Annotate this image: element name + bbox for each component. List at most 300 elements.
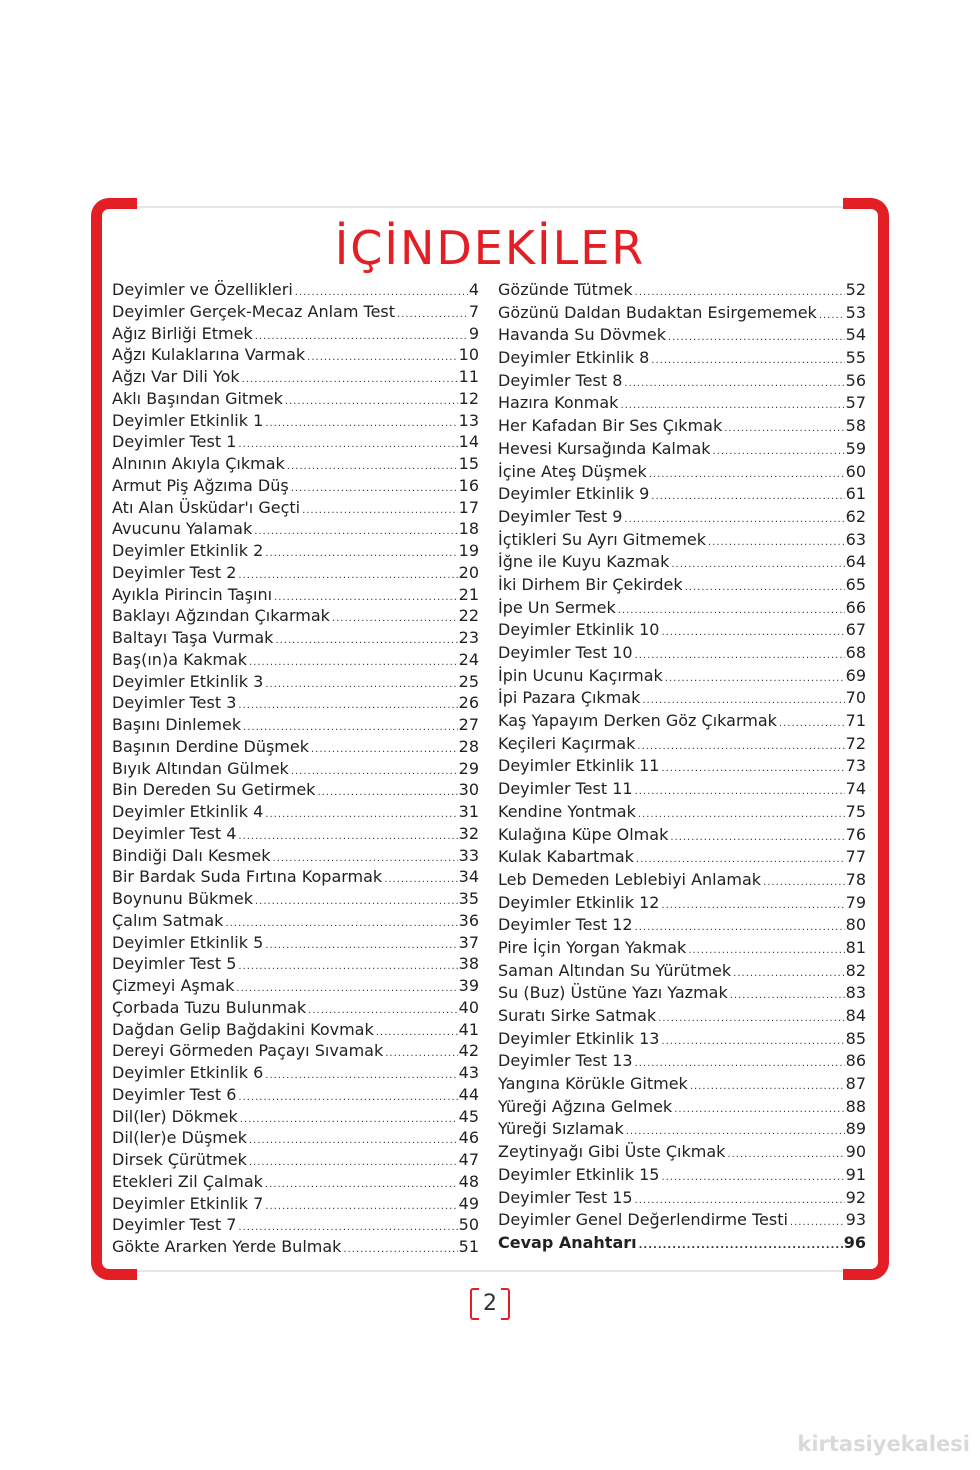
toc-entry[interactable] (112, 692, 479, 714)
toc-entry[interactable] (112, 845, 479, 867)
toc-dot-leader (724, 418, 844, 441)
toc-entry[interactable] (112, 1127, 479, 1149)
toc-entry[interactable] (498, 642, 866, 665)
toc-dot-leader (658, 1008, 844, 1031)
toc-entry-page: 61 (845, 484, 866, 504)
toc-entry[interactable] (498, 392, 866, 415)
toc-entry[interactable] (498, 869, 866, 892)
toc-entry-page: 26 (458, 693, 479, 713)
toc-entry[interactable] (498, 1050, 866, 1073)
toc-entry-page: 12 (458, 388, 479, 408)
toc-entry[interactable] (112, 1193, 479, 1215)
toc-entry[interactable] (498, 1164, 866, 1187)
toc-entry[interactable] (112, 779, 479, 801)
toc-entry-title: Deyimler Test 5 (112, 954, 237, 974)
toc-entry-title: İğne ile Kuyu Kazmak (498, 552, 670, 572)
toc-entry-title: Gözünü Daldan Budaktan Esirgememek (498, 302, 817, 322)
toc-entry-page: 38 (458, 954, 479, 974)
toc-entry-page: 16 (458, 475, 479, 495)
toc-entry[interactable] (112, 323, 479, 345)
toc-dot-leader (779, 713, 845, 736)
toc-entry-title: Ayıkla Pirincin Taşını (112, 584, 273, 604)
toc-entry-page: 24 (458, 649, 479, 669)
toc-entry[interactable] (498, 755, 866, 778)
toc-entry[interactable] (498, 665, 866, 688)
toc-entry-title: Baltayı Taşa Vurmak (112, 628, 274, 647)
toc-entry[interactable] (498, 1005, 866, 1028)
toc-entry-page: 19 (458, 541, 479, 560)
toc-entry-title: Kulağına Küpe Olmak (498, 824, 669, 844)
toc-entry-page: 47 (458, 1150, 479, 1169)
toc-dot-leader (249, 652, 458, 674)
toc-entry-page: 84 (845, 1006, 866, 1025)
toc-entry[interactable] (112, 344, 479, 366)
toc-entry-page: 21 (458, 584, 479, 604)
toc-entry-title: Dil(ler) Dökmek (112, 1106, 238, 1126)
toc-entry-page: 71 (845, 711, 866, 731)
toc-entry-page: 18 (458, 519, 479, 539)
toc-entry-title: Deyimler Etkinlik 1 (112, 410, 264, 430)
toc-entry-title: Dirsek Çürütmek (112, 1150, 247, 1169)
toc-entry-title: Dağdan Gelip Bağdakini Kovmak (112, 1019, 374, 1039)
toc-entry-page: 87 (845, 1074, 866, 1094)
toc-entry-title: Kulak Kabartmak (498, 847, 634, 867)
toc-entry-title: Deyimler Test 8 (498, 370, 623, 390)
toc-dot-leader (733, 963, 844, 986)
toc-entry-title: Deyimler Etkinlik 2 (112, 541, 264, 560)
toc-entry-page: 44 (458, 1084, 479, 1104)
toc-entry-title: İpi Pazara Çıkmak (498, 688, 641, 708)
toc-entry[interactable] (112, 649, 479, 671)
toc-entry[interactable] (498, 279, 866, 302)
frame-gap-top (137, 190, 843, 220)
toc-dot-leader (661, 1031, 844, 1054)
toc-entry-page: 74 (845, 779, 866, 799)
toc-dot-leader (649, 464, 845, 487)
toc-entry-page: 73 (845, 756, 866, 776)
toc-entry-page: 28 (458, 736, 479, 756)
toc-entry-page: 29 (458, 758, 479, 778)
toc-entry-page: 41 (458, 1019, 479, 1039)
toc-dot-leader (249, 1130, 458, 1152)
toc-entry-page: 57 (845, 393, 866, 413)
toc-entry-page: 9 (468, 323, 479, 343)
toc-entry[interactable] (498, 892, 866, 915)
toc-entry[interactable] (112, 910, 479, 932)
toc-entry-title: Deyimler Test 6 (112, 1084, 237, 1104)
toc-left-column (112, 279, 479, 1258)
toc-entry-page: 54 (845, 325, 866, 345)
toc-entry-title: Çorbada Tuzu Bulunmak (112, 997, 307, 1017)
toc-entry[interactable] (498, 846, 866, 869)
toc-entry-page: 55 (845, 348, 866, 368)
toc-entry[interactable] (112, 997, 479, 1019)
divider-top (137, 206, 843, 208)
toc-entry-page: 31 (458, 802, 479, 821)
toc-entry-page: 89 (845, 1119, 866, 1139)
toc-entry-page: 51 (458, 1237, 479, 1256)
toc-entry-title: Ağız Birliği Etmek (112, 323, 253, 343)
toc-dot-leader (240, 1109, 458, 1131)
toc-entry-title: Başını Dinlemek (112, 715, 242, 734)
toc-entry-title: Deyimler Etkinlik 12 (498, 892, 660, 912)
toc-dot-leader (265, 543, 457, 565)
toc-entry-title: Su (Buz) Üstüne Yazı Yazmak (498, 983, 728, 1003)
toc-entry[interactable] (498, 1028, 866, 1051)
toc-entry[interactable] (112, 736, 479, 758)
toc-entry[interactable] (112, 1149, 479, 1171)
toc-entry-page: 79 (845, 892, 866, 912)
toc-entry[interactable] (112, 540, 479, 562)
toc-entry[interactable] (498, 1209, 866, 1232)
toc-entry[interactable] (112, 1106, 479, 1128)
toc-entry-title: Deyimler Etkinlik 13 (498, 1028, 660, 1048)
toc-entry-title: Kendine Yontmak (498, 801, 636, 821)
toc-dot-leader (651, 350, 844, 373)
toc-entry-page: 4 (468, 280, 479, 299)
toc-dot-leader (275, 630, 457, 652)
toc-entry-title: Yangına Körükle Gitmek (498, 1074, 688, 1094)
toc-dot-leader (730, 985, 845, 1008)
toc-entry[interactable] (498, 937, 866, 960)
toc-entry[interactable] (498, 302, 866, 325)
toc-dot-leader (384, 869, 457, 891)
toc-entry-title: Deyimler Test 11 (498, 779, 633, 799)
toc-entry-page: 27 (458, 715, 479, 734)
toc-entry-title: Deyimler Test 2 (112, 562, 237, 582)
toc-entry[interactable] (498, 824, 866, 847)
toc-entry-title: Çalım Satmak (112, 910, 224, 930)
toc-entry[interactable] (498, 733, 866, 756)
toc-entry[interactable] (112, 1171, 479, 1193)
toc-entry[interactable] (498, 551, 866, 574)
toc-entry-page: 32 (458, 823, 479, 843)
toc-dot-leader (639, 1235, 843, 1258)
toc-dot-leader (661, 758, 844, 781)
toc-dot-leader (397, 304, 468, 326)
toc-entry-page: 35 (458, 889, 479, 908)
toc-dot-leader (671, 554, 844, 577)
toc-entry-page: 92 (845, 1187, 866, 1207)
toc-entry[interactable] (498, 960, 866, 983)
toc-dot-leader (376, 1022, 458, 1044)
toc-entry-title: Kaş Yapayım Derken Göz Çıkarmak (498, 711, 777, 731)
toc-entry-page: 80 (845, 915, 866, 935)
toc-entry[interactable] (112, 518, 479, 540)
toc-entry[interactable] (498, 506, 866, 529)
toc-entry[interactable] (112, 431, 479, 453)
toc-entry[interactable] (112, 388, 479, 410)
toc-dot-leader (651, 486, 844, 509)
toc-entry[interactable] (498, 370, 866, 393)
toc-entry-title: Armut Piş Ağzıma Düş (112, 475, 289, 495)
toc-entry-title: Deyimler Test 7 (112, 1215, 237, 1235)
toc-entry-title: Dil(ler)e Düşmek (112, 1128, 247, 1148)
toc-entry-title: Atı Alan Üsküdar'ı Geçti (112, 497, 301, 517)
page-title: İÇİNDEKİLER (334, 221, 646, 275)
toc-entry[interactable] (498, 461, 866, 484)
toc-entry-page: 65 (845, 574, 866, 594)
toc-entry-page: 88 (845, 1096, 866, 1116)
toc-dot-leader (285, 391, 458, 413)
toc-entry-page: 58 (845, 416, 866, 436)
toc-entry-title: Dereyi Görmeden Paçayı Sıvamak (112, 1041, 384, 1061)
toc-entry-page: 20 (458, 562, 479, 582)
toc-dot-leader (302, 500, 458, 522)
toc-entry-page: 90 (845, 1142, 866, 1162)
toc-entry[interactable] (112, 671, 479, 693)
toc-entry[interactable] (112, 1236, 479, 1258)
toc-entry-title: Deyimler Test 1 (112, 432, 237, 452)
toc-dot-leader (265, 674, 457, 696)
toc-entry[interactable] (498, 687, 866, 710)
toc-dot-leader (249, 1152, 458, 1174)
toc-entry[interactable] (498, 415, 866, 438)
toc-entry-title: Baş(ın)a Kakmak (112, 649, 248, 669)
toc-entry-page: 85 (845, 1028, 866, 1048)
toc-entry[interactable] (112, 714, 479, 736)
toc-entry-page: 34 (458, 867, 479, 887)
toc-entry-page: 23 (458, 628, 479, 647)
toc-entry-title: Suratı Sirke Satmak (498, 1006, 657, 1025)
toc-entry-title: Başının Derdine Düşmek (112, 736, 309, 756)
toc-entry-title: Deyimler Gerçek-Mecaz Anlam Test (112, 301, 396, 321)
toc-entry-title: Deyimler Etkinlik 3 (112, 671, 264, 691)
toc-entry-title: Deyimler Etkinlik 11 (498, 756, 660, 776)
toc-entry[interactable] (112, 301, 479, 323)
toc-entry-page: 10 (458, 345, 479, 365)
toc-dot-leader (238, 956, 457, 978)
toc-entry-page: 11 (458, 367, 479, 386)
toc-entry[interactable] (112, 1214, 479, 1236)
toc-dot-leader (265, 413, 457, 435)
toc-entry-title: Gözünde Tütmek (498, 280, 633, 299)
toc-entry[interactable] (112, 627, 479, 649)
toc-entry[interactable] (112, 562, 479, 584)
toc-entry-page: 86 (845, 1051, 866, 1071)
toc-entry-title: Yüreği Sızlamak (498, 1119, 624, 1139)
toc-entry-page: 7 (468, 301, 479, 321)
toc-entry-title: Deyimler Etkinlik 4 (112, 802, 264, 821)
toc-entry-title: Deyimler Etkinlik 7 (112, 1193, 264, 1213)
toc-entry[interactable] (112, 279, 479, 301)
toc-entry-title: Deyimler Test 13 (498, 1051, 633, 1071)
toc-entry[interactable] (112, 1019, 479, 1041)
toc-entry[interactable] (112, 953, 479, 975)
toc-dot-leader (238, 695, 457, 717)
toc-entry[interactable] (498, 347, 866, 370)
toc-dot-leader (637, 736, 844, 759)
toc-entry-page: 46 (458, 1128, 479, 1148)
toc-entry[interactable] (112, 410, 479, 432)
toc-entry-page: 69 (845, 665, 866, 685)
toc-entry-page: 50 (458, 1215, 479, 1235)
toc-entry-title: İpin Ucunu Kaçırmak (498, 665, 663, 685)
toc-entry-page: 52 (845, 280, 866, 299)
toc-dot-leader (311, 739, 458, 761)
toc-entry-page: 45 (458, 1106, 479, 1126)
toc-entry-page: 14 (458, 432, 479, 452)
toc-entry[interactable] (498, 619, 866, 642)
toc-entry-page: 75 (845, 801, 866, 821)
toc-entry[interactable] (112, 866, 479, 888)
toc-entry[interactable] (498, 529, 866, 552)
toc-dot-leader (685, 577, 845, 600)
toc-entry[interactable] (112, 605, 479, 627)
page-number-text: 2 (483, 1291, 497, 1316)
toc-dot-leader (291, 761, 458, 783)
toc-entry-title: Bir Bardak Suda Fırtına Koparmak (112, 867, 383, 887)
divider-bottom (137, 1270, 843, 1272)
toc-entry-page: 42 (458, 1041, 479, 1061)
toc-dot-leader (265, 804, 457, 826)
toc-entry-title: Aklı Başından Gitmek (112, 388, 283, 408)
toc-entry-title: Deyimler Etkinlik 6 (112, 1063, 264, 1082)
toc-entry-title: Deyimler Test 9 (498, 506, 623, 526)
toc-entry-page: 70 (845, 688, 866, 708)
toc-entry[interactable] (498, 1096, 866, 1119)
toc-entry-title: Deyimler Test 12 (498, 915, 633, 935)
toc-entry-page: 91 (845, 1164, 866, 1184)
toc-entry[interactable] (112, 888, 479, 910)
toc-entry[interactable] (498, 778, 866, 801)
toc-entry-page: 36 (458, 910, 479, 930)
toc-entry-page: 40 (458, 997, 479, 1017)
toc-entry-page: 96 (843, 1232, 866, 1252)
toc-entry-page: 93 (845, 1210, 866, 1230)
toc-entry[interactable] (112, 366, 479, 388)
toc-dot-leader (713, 441, 845, 464)
toc-entry[interactable] (498, 1118, 866, 1141)
toc-dot-leader (790, 1212, 845, 1235)
toc-entry[interactable] (112, 975, 479, 997)
toc-entry[interactable] (112, 475, 479, 497)
toc-entry[interactable] (112, 497, 479, 519)
page-number (468, 1288, 512, 1320)
toc-entry[interactable] (112, 823, 479, 845)
toc-dot-leader (819, 305, 845, 328)
toc-entry[interactable] (112, 1084, 479, 1106)
toc-entry[interactable] (112, 453, 479, 475)
toc-entry-title: Alnının Akıyla Çıkmak (112, 454, 285, 473)
toc-entry-page: 56 (845, 370, 866, 390)
toc-entry-title: Cevap Anahtarı (498, 1232, 637, 1252)
toc-entry-title: Keçileri Kaçırmak (498, 733, 636, 753)
toc-entry-page: 49 (458, 1193, 479, 1213)
toc-entry-page: 77 (845, 847, 866, 867)
toc-entry-page: 64 (845, 552, 866, 572)
toc-entry-title: Etekleri Zil Çalmak (112, 1171, 263, 1191)
toc-entry-page: 60 (845, 461, 866, 481)
toc-entry[interactable] (112, 1040, 479, 1062)
toc-entry-page: 59 (845, 438, 866, 458)
toc-entry-page: 66 (845, 597, 866, 617)
toc-dot-leader (238, 1087, 457, 1109)
toc-entry[interactable] (498, 324, 866, 347)
toc-entry-title: Gökte Ararken Yerde Bulmak (112, 1237, 342, 1256)
toc-entry[interactable] (112, 932, 479, 954)
toc-entry-title: Hevesi Kursağında Kalmak (498, 438, 711, 458)
toc-right-column (498, 279, 866, 1255)
toc-entry-title: Deyimler Etkinlik 10 (498, 620, 660, 640)
toc-entry-page: 83 (845, 983, 866, 1003)
toc-entry[interactable] (498, 1073, 866, 1096)
toc-entry-title: İki Dirhem Bir Çekirdek (498, 574, 683, 594)
toc-dot-leader (254, 521, 457, 543)
toc-entry-title: Yüreği Ağzına Gelmek (498, 1096, 673, 1116)
toc-entry-page: 17 (458, 497, 479, 517)
toc-entry[interactable] (112, 801, 479, 823)
toc-dot-leader (668, 327, 845, 350)
toc-dot-leader (265, 1196, 457, 1218)
toc-entry[interactable] (498, 1187, 866, 1210)
toc-dot-leader (763, 872, 845, 895)
toc-entry[interactable] (498, 438, 866, 461)
toc-entry-page: 81 (845, 937, 866, 957)
toc-entry-title: Deyimler Etkinlik 15 (498, 1164, 660, 1184)
toc-entry-page: 37 (458, 932, 479, 952)
toc-entry-page: 25 (458, 671, 479, 691)
toc-dot-leader (265, 1065, 457, 1087)
toc-entry[interactable] (498, 1141, 866, 1164)
toc-dot-leader (661, 622, 844, 645)
toc-entry[interactable] (498, 574, 866, 597)
toc-entry-title: Deyimler Etkinlik 8 (498, 348, 650, 368)
toc-entry-page: 62 (845, 506, 866, 526)
toc-dot-leader (674, 1099, 844, 1122)
toc-entry[interactable] (498, 483, 866, 506)
toc-entry-title: Leb Demeden Leblebiyi Anlamak (498, 869, 762, 889)
toc-dot-leader (690, 1076, 845, 1099)
toc-entry-title: Deyimler Test 4 (112, 823, 237, 843)
toc-dot-leader (287, 456, 458, 478)
toc-dot-leader (255, 891, 458, 913)
toc-entry[interactable] (112, 758, 479, 780)
toc-entry-title: Zeytinyağı Gibi Üste Çıkmak (498, 1142, 726, 1162)
toc-entry[interactable] (498, 914, 866, 937)
toc-entry-page: 48 (458, 1171, 479, 1191)
toc-dot-leader (638, 804, 845, 827)
toc-entry-title: Ağzı Kulaklarına Varmak (112, 345, 306, 365)
toc-entry-page: 13 (458, 410, 479, 430)
toc-dot-leader (265, 1174, 458, 1196)
toc-entry-page: 53 (845, 302, 866, 322)
toc-dot-leader (635, 781, 845, 804)
toc-entry-title: Bin Dereden Su Getirmek (112, 780, 316, 800)
toc-entry-title: İçtikleri Su Ayrı Gitmemek (498, 529, 706, 549)
toc-dot-leader (317, 782, 457, 804)
toc-entry-page: 76 (845, 824, 866, 844)
toc-dot-leader (708, 532, 845, 555)
toc-dot-leader (265, 935, 457, 957)
toc-entry[interactable] (498, 982, 866, 1005)
toc-dot-leader (665, 668, 845, 691)
toc-entry-title: Ağzı Var Dili Yok (112, 367, 240, 386)
toc-entry[interactable] (498, 801, 866, 824)
toc-entry-title: Saman Altından Su Yürütmek (498, 960, 732, 980)
toc-entry[interactable] (112, 584, 479, 606)
toc-entry[interactable] (498, 710, 866, 733)
toc-entry-title: Deyimler ve Özellikleri (112, 280, 293, 299)
toc-dot-leader (385, 1043, 457, 1065)
toc-entry[interactable] (498, 1232, 866, 1255)
toc-entry-title: Deyimler Test 3 (112, 693, 237, 713)
toc-entry-page: 82 (845, 960, 866, 980)
toc-entry[interactable] (498, 597, 866, 620)
toc-dot-leader (332, 608, 458, 630)
toc-entry[interactable] (112, 1062, 479, 1084)
toc-entry-title: Boynunu Bükmek (112, 889, 253, 908)
